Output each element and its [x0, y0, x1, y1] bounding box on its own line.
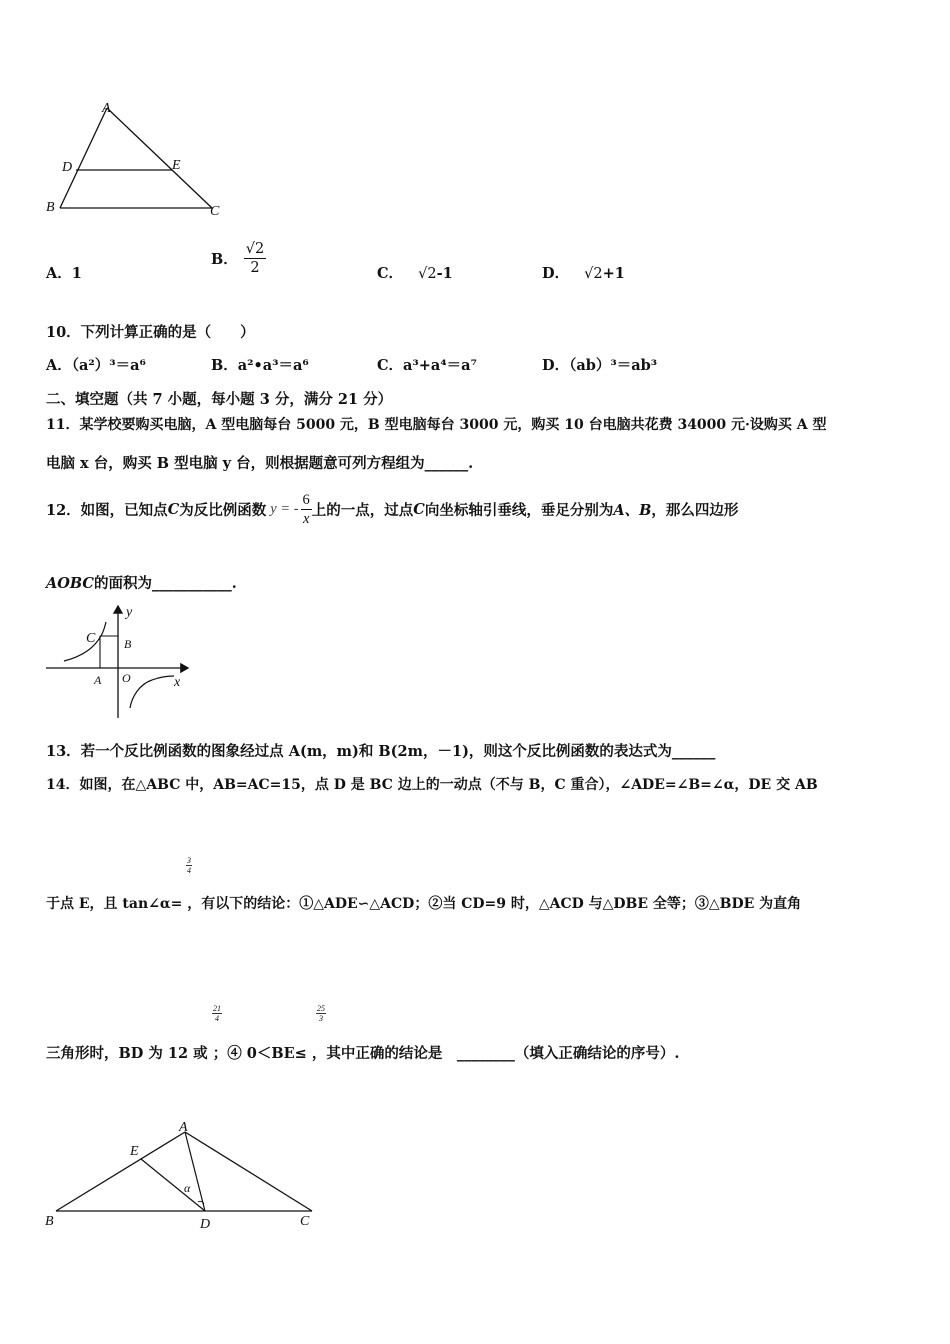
- fig12-label-o: O: [122, 671, 131, 685]
- q14-frac3-den: 3: [319, 1014, 323, 1023]
- fig12-label-b: B: [124, 637, 132, 651]
- q9-option-d-value: √2: [584, 266, 603, 282]
- q9-option-b-prefix: B．: [211, 251, 238, 268]
- fig9-label-D: D: [62, 160, 73, 175]
- fig9-label-C: C: [210, 204, 220, 219]
- figure-triangle-de-parallel-bc: [40, 98, 240, 223]
- q9-option-b-den: 2: [250, 260, 260, 276]
- q12-post: 上的一点，过点: [311, 501, 414, 519]
- q14-frac2-num: 21: [213, 1004, 221, 1013]
- q12-quad-name: AOBC: [46, 575, 94, 592]
- q9-option-d-suffix: +1: [602, 265, 625, 282]
- q14-fraction-25-3: [316, 1004, 326, 1023]
- section-heading: 二、填空题（共 7 小题，每小题 3 分，满分 21 分）: [46, 391, 393, 408]
- q9-option-b-fraction: [244, 240, 266, 277]
- q12-line2: [46, 572, 237, 593]
- fig14-label-A: A: [179, 1120, 188, 1135]
- q9-option-a: A．1: [46, 265, 82, 282]
- fig12-label-c: C: [86, 631, 96, 646]
- fig12-label-a: A: [94, 673, 102, 687]
- q12-line2-text: 的面积为___________.: [93, 575, 237, 592]
- q12-mid: 为反比例函数: [179, 501, 267, 519]
- fig14-label-alpha: α: [184, 1181, 191, 1195]
- q14-line1: 14．如图，在△ABC 中，AB=AC=15，点 D 是 BC 边上的一动点（不与 B，C 重合），∠ADE=∠B=∠α，DE 交 AB: [46, 777, 818, 793]
- q14-frac1-den: 4: [187, 866, 191, 875]
- q14-frac3-num: 25: [317, 1004, 325, 1013]
- q10-option-b: B．a²•a³＝a⁶: [211, 357, 309, 374]
- fig14-label-D: D: [200, 1217, 211, 1232]
- q9-option-b-num: √2: [245, 241, 265, 257]
- q10-stem: 10．下列计算正确的是（ ）: [46, 324, 255, 341]
- fig14-label-C: C: [300, 1214, 310, 1229]
- q9-option-c-suffix: -1: [436, 265, 453, 282]
- q10-option-a: A．（a²）³＝a⁶: [46, 357, 146, 374]
- q13-text: 13．若一个反比例函数的图象经过点 A(m，m)和 B(2m，－1)，则这个反比例函数的表达式为______: [46, 743, 716, 760]
- q12-point-c2: C: [413, 500, 425, 518]
- q12-func-den: x: [302, 510, 310, 527]
- figure-hyperbola-axes: [40, 598, 200, 723]
- q9-option-c-value: √2: [418, 266, 437, 282]
- fig14-label-E: E: [130, 1144, 139, 1159]
- q14-frac1-num: 3: [187, 856, 191, 865]
- q12-line1: [46, 484, 738, 534]
- q12-point-c: C: [167, 500, 180, 518]
- q9-option-d-prefix: D．: [542, 265, 570, 282]
- q9-option-c-prefix: C．: [377, 265, 404, 282]
- q9-option-b: [211, 240, 266, 277]
- q14-line2: 于点 E，且 tan∠α= ，有以下的结论：①△ADE∽△ACD；②当 CD=9 时，△ACD 与△DBE 全等；③△BDE 为直角: [46, 896, 802, 912]
- q12-func-num: 6: [302, 491, 310, 508]
- q9-option-c: [377, 262, 453, 283]
- q11-line2: 电脑 x 台，购买 B 型电脑 y 台，则根据题意可列方程组为______.: [46, 455, 474, 472]
- figure-triangle-abc-with-d-e: [40, 1118, 330, 1238]
- q10-option-d: D．（ab）³＝ab³: [542, 357, 658, 374]
- q12-post3: ，那么四边形: [651, 501, 739, 519]
- fig9-label-E: E: [172, 158, 181, 173]
- fig9-label-B: B: [46, 200, 55, 215]
- q12-points-ab: A、B: [613, 501, 652, 519]
- q12-post2: 向坐标轴引垂线，垂足分别为: [424, 501, 614, 519]
- fig12-label-x: x: [174, 675, 181, 690]
- q12-pre: 12．如图，已知点: [46, 501, 168, 519]
- q12-func-fraction: [301, 491, 312, 528]
- fig14-label-B: B: [45, 1214, 54, 1229]
- q11-line1: 11．某学校要购买电脑，A 型电脑每台 5000 元，B 型电脑每台 3000 元，购买 10 台电脑共花费 34000 元·设购买 A 型: [46, 417, 827, 433]
- q9-option-d: [542, 262, 625, 283]
- q12-func-lhs: y = -: [270, 500, 299, 517]
- q14-line3: 三角形时，BD 为 12 或 ；④ 0＜BE≤ ，其中正确的结论是 ________（填入正确结论的序号）.: [46, 1045, 680, 1062]
- q10-option-c: C．a³+a⁴＝a⁷: [377, 357, 477, 374]
- fig12-label-y: y: [126, 605, 133, 620]
- q14-fraction-3-4: [186, 856, 192, 875]
- fig9-label-A: A: [102, 101, 111, 116]
- q14-frac2-den: 4: [215, 1014, 219, 1023]
- q14-fraction-21-4: [212, 1004, 222, 1023]
